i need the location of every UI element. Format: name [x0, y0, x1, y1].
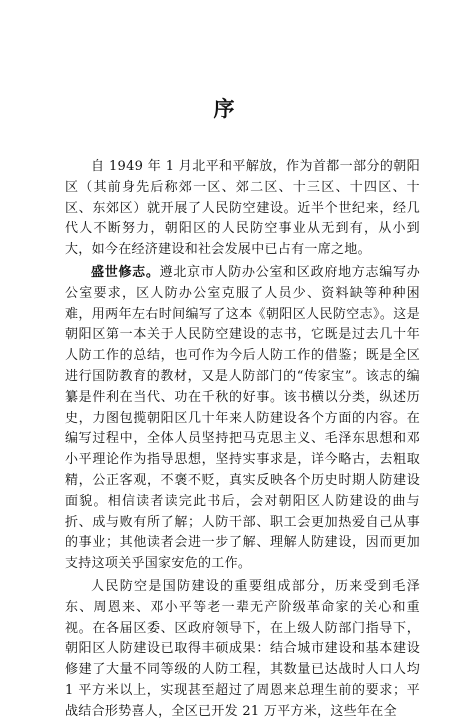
- paragraph-3-text: 人民防空是国防建设的重要组成部分，历来受到毛泽东、周恩来、邓小平等老一辈无产阶级革命家的关心和重视。在各届区委、区政府领导下，在上级人防部门指导下，朝阳区人防建设已取得丰硕成果：结合城市建设和基本建设修建了大量不同等级的人防工程，其数量已达战时人口人均 1 平方米以上，实现甚至超过了周恩来总理生前的要求；平战结合形势喜人，全区已开发 21 万平方米，这些年在全: [65, 578, 420, 719]
- paragraph-3: [65, 577, 420, 723]
- paragraph-2: [65, 263, 420, 575]
- paragraph-1: [65, 157, 420, 261]
- paragraph-2-text: 遵北京市人防办公室和区政府地方志编写办公室要求，区人防办公室克服了人员少、资料缺等种种困难，用两年左右时间编写了这本《朝阳区人民防空志》。这是朝阳区第一本关于人民防空建设的志书，它既是过去几十年人防工作的总结，也可作为今后人防工作的借鉴；既是全区进行国防教育的教材，又是人防部门的“传家宝”。该志的编纂是件利在当代、功在千秋的好事。该书横以分类，纵述历史，力图包揽朝阳区几十年来人防建设各个方面的内容。在编写过程中，全体人员坚持把马克思主义、毛泽东思想和邓小平理论作为指导思想，坚持实事求是，详今略古，去粗取精，公正客观，不褒不贬，真实反映各个历史时期人防建设面貌。相信读者读完此书后，会对朝阳区人防建设的曲与折、成与败有所了解；人防干部、职工会更加热爱自己从事的事业；其他读者会进一步了解、理解人防建设，因而更加支持这项关乎国家安危的工作。: [65, 264, 420, 572]
- paragraph-1-text: 自 1949 年 1 月北平和平解放，作为首都一部分的朝阳区（其前身先后称郊一区、郊二区、十三区、十四区、十区、东郊区）就开展了人民防空建设。近半个世纪来，经几代人不断努力，朝阳区的人民防空事业从无到有，从小到大，如今在经济建设和社会发展中已占有一席之地。: [65, 159, 420, 258]
- document-body: [65, 157, 420, 723]
- paragraph-2-lead: 盛世修志。: [91, 264, 160, 280]
- preface-title: 序: [213, 96, 237, 121]
